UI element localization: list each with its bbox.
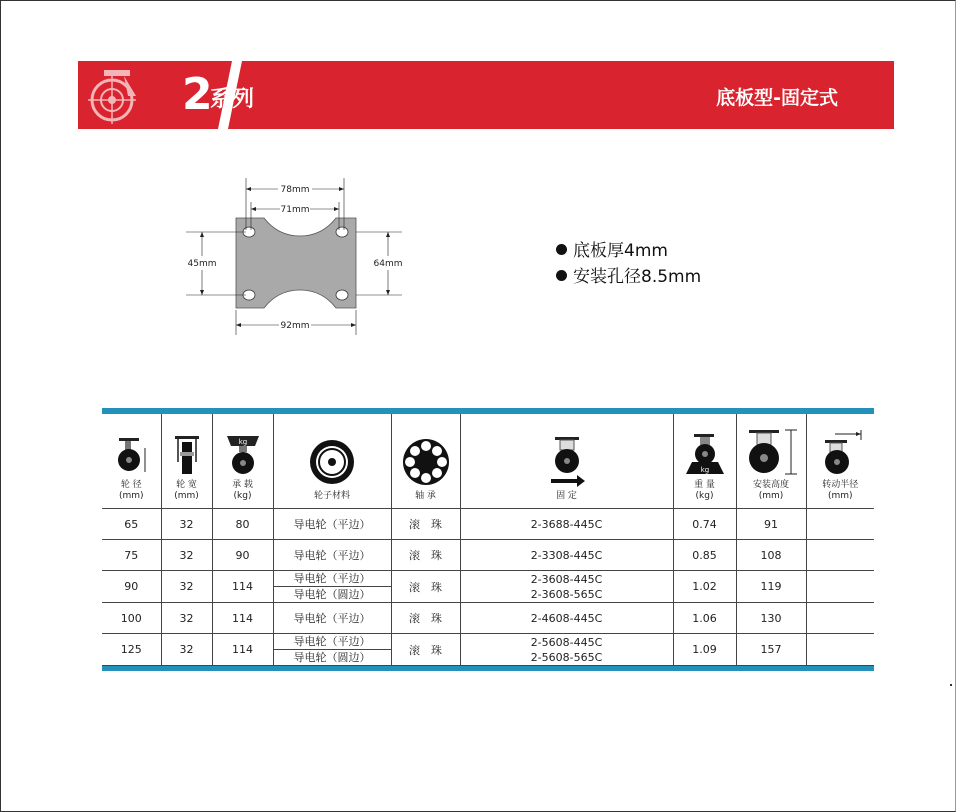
cell-width: 32 [161,571,212,603]
cell-load: 114 [212,571,273,603]
install-height-icon [743,428,799,476]
bullet-icon [556,270,567,281]
col-height-label: 安装高度 (mm) [752,480,789,501]
table-row [102,571,874,603]
ball-bearing-icon [401,437,451,487]
spec-item: 底板厚4mm [556,238,701,264]
wheel-material-icon [307,437,357,487]
col-material [273,414,391,509]
spec-list [556,238,701,290]
cell-line: 导电轮（平边） [274,634,391,650]
cell-bearing: 滚 珠 [391,509,460,540]
cell-width: 32 [161,603,212,634]
dim-right: 64mm [373,259,403,269]
cell-line: 导电轮（平边） [274,571,391,587]
cell-width: 32 [161,509,212,540]
series-number: 2 [182,69,213,120]
cell-line: 导电轮（圆边） [293,588,371,601]
cell-weight: 1.06 [673,603,736,634]
cell-radius [806,540,874,571]
cell-material [273,540,391,571]
fixed-caster-icon [547,435,587,487]
cell-fixed [460,634,673,666]
cell-radius [806,509,874,540]
cell-diameter: 100 [102,603,161,634]
cell-fixed [460,571,673,603]
cell-load: 90 [212,540,273,571]
col-width-label: 轮 宽 (mm) [174,480,199,501]
cell-line: 导电轮（平边） [293,549,371,562]
page-title: 底板型-固定式 [716,87,838,109]
bullet-icon [556,244,567,255]
cell-weight: 0.85 [673,540,736,571]
series-banner [78,61,894,129]
cell-diameter: 65 [102,509,161,540]
wheel-width-icon [172,434,202,476]
cell-height: 108 [736,540,806,571]
cell-line: 2-3688-445C [530,517,603,531]
cell-bearing: 滚 珠 [391,634,460,666]
dim-bottom: 92mm [280,321,310,331]
col-height [736,414,806,509]
cell-line: 2-5608-445C [530,635,603,649]
cell-line: 导电轮（平边） [293,612,371,625]
cell-height: 91 [736,509,806,540]
col-weight [673,414,736,509]
spec-table [102,408,874,671]
table-row [102,634,874,666]
cell-weight: 1.02 [673,571,736,603]
col-bearing [391,414,460,509]
cell-line: 导电轮（平边） [293,518,371,531]
cell-line: 2-3608-565C [530,587,603,601]
svg-text:kg: kg [700,466,709,474]
cell-bearing: 滚 珠 [391,603,460,634]
col-radius [806,414,874,509]
caster-diameter-icon [113,436,149,476]
cell-line: 导电轮（圆边） [293,651,371,664]
series-label: 系列 [210,87,255,112]
col-width [161,414,212,509]
col-fixed [460,414,673,509]
col-radius-label: 转动半径 (mm) [822,480,859,501]
cell-height: 157 [736,634,806,666]
cell-diameter: 90 [102,571,161,603]
col-fixed-label: 固 定 [556,491,577,501]
table-row [102,540,874,571]
cell-radius [806,571,874,603]
cell-width: 32 [161,634,212,666]
dim-left: 45mm [187,259,217,269]
cell-weight: 0.74 [673,509,736,540]
col-load-label: 承 载 (kg) [232,480,253,501]
cell-load: 80 [212,509,273,540]
cell-line: 2-3308-445C [530,548,603,562]
cell-line: 2-4608-445C [530,611,603,625]
cell-material [273,571,391,603]
cell-load: 114 [212,634,273,666]
cell-height: 119 [736,571,806,603]
cell-bearing: 滚 珠 [391,540,460,571]
cell-radius [806,634,874,666]
table-row [102,603,874,634]
cell-fixed [460,603,673,634]
cell-bearing: 滚 珠 [391,571,460,603]
dim-top-inner: 71mm [280,205,310,215]
cell-weight: 1.09 [673,634,736,666]
caster-wheel-logo-icon [84,64,148,126]
spec-item: 安装孔径8.5mm [556,264,701,290]
cell-line: 2-3608-445C [530,572,603,586]
weight-kg-icon [684,432,726,476]
cell-material [273,603,391,634]
table-row [102,509,874,540]
dim-top-outer: 78mm [280,185,310,195]
col-weight-label: 重 量 (kg) [694,480,715,501]
cell-diameter: 75 [102,540,161,571]
col-diameter-label: 轮 径 (mm) [118,480,144,501]
cell-fixed [460,509,673,540]
table-bottom-bar [102,666,874,671]
cell-diameter: 125 [102,634,161,666]
cell-width: 32 [161,540,212,571]
cell-material [273,509,391,540]
cell-load: 114 [212,603,273,634]
col-bearing-label: 轴 承 [415,491,436,501]
cell-height: 130 [736,603,806,634]
col-material-label: 轮子材料 [313,491,350,501]
swivel-radius-icon [815,430,865,476]
cell-fixed [460,540,673,571]
cell-radius [806,603,874,634]
svg-text:kg: kg [238,438,247,446]
cell-material [273,634,391,666]
mounting-plate-diagram [180,170,420,345]
load-kg-icon [223,434,263,476]
col-diameter [102,414,161,509]
margin-mark [950,684,952,686]
table-header-row [102,414,874,509]
cell-line: 2-5608-565C [530,650,603,664]
col-load [212,414,273,509]
